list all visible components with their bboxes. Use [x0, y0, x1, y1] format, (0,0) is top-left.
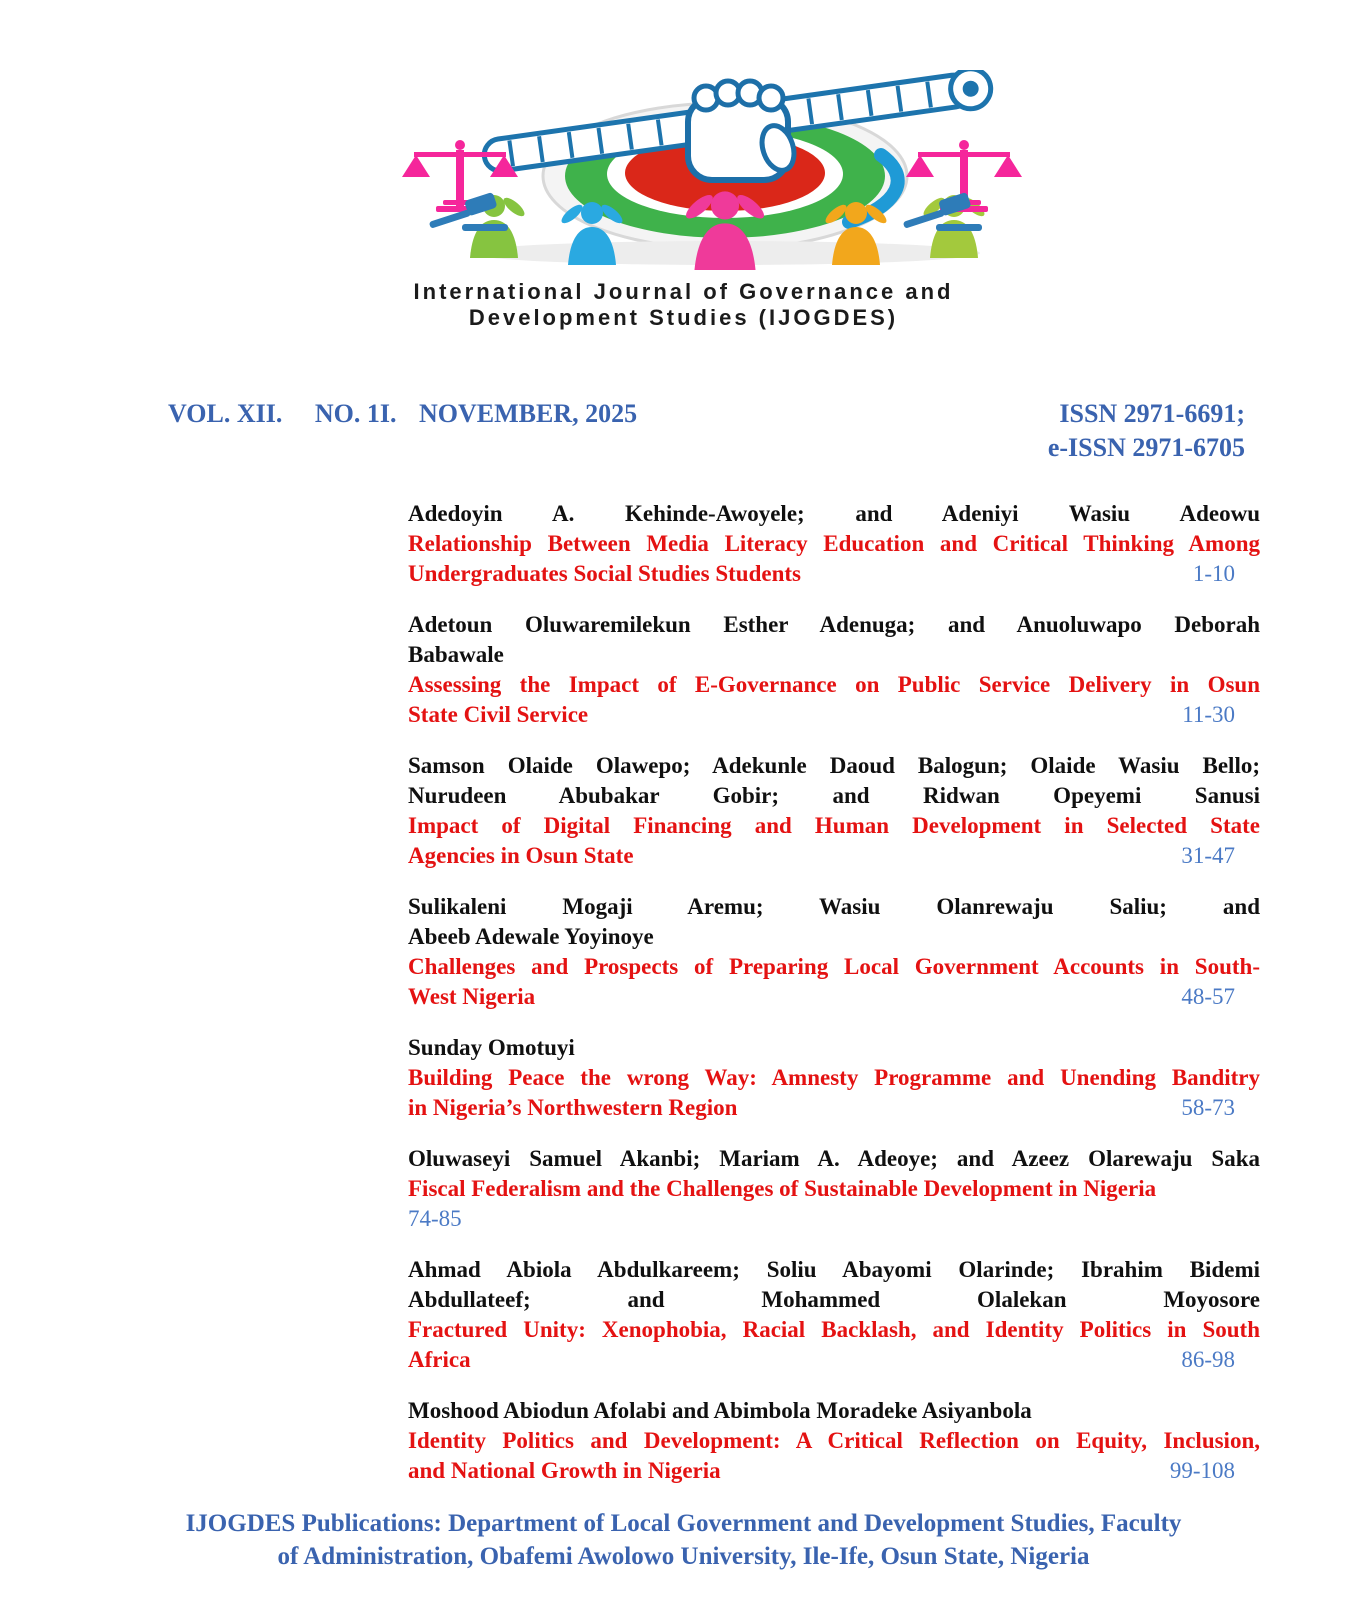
title-line: 48-57 West Nigeria: [408, 982, 1260, 1012]
entry-authors: [408, 1033, 1260, 1063]
issue-date-label: NOVEMBER, 2025: [418, 399, 638, 428]
entry-authors: [408, 892, 1260, 952]
title-line: 11-30 State Civil Service: [408, 700, 1260, 730]
publisher-footer: [0, 1507, 1367, 1573]
author-line: Babawale: [408, 642, 504, 667]
eissn-line: e-ISSN 2971-6705: [1047, 433, 1245, 462]
author-line: Adedoyin A. Kehinde-Awoyele; and Adeniyi Wasiu Adeowu: [408, 501, 1260, 526]
title-line: 86-98 Africa: [408, 1345, 1260, 1375]
journal-name-caption: [334, 279, 1034, 331]
toc-entry: [408, 892, 1260, 1012]
toc-entry: [408, 499, 1260, 589]
title-line: 58-73 in Nigeria’s Northwestern Region: [408, 1093, 1260, 1123]
page-range: 86-98: [1181, 1347, 1235, 1372]
page-range: 1-10: [1192, 561, 1235, 586]
entry-title: [408, 811, 1260, 871]
author-line: Nurudeen Abubakar Gobir; and Ridwan Opeyemi Sanusi: [408, 783, 1260, 808]
issue-header-row: [0, 397, 1367, 465]
author-line: Sunday Omotuyi: [408, 1035, 575, 1060]
title-line: 31-47 Agencies in Osun State: [408, 841, 1260, 871]
title-line: Challenges and Prospects of Preparing Local Government Accounts in South-: [408, 954, 1260, 979]
toc-entry: [408, 751, 1260, 871]
entry-title: [408, 670, 1260, 730]
journal-name-line1: International Journal of Governance and: [413, 279, 954, 304]
title-line: Relationship Between Media Literacy Education and Critical Thinking Among: [408, 531, 1260, 556]
author-line: Oluwaseyi Samuel Akanbi; Mariam A. Adeoye; and Azeez Olarewaju Saka: [408, 1146, 1260, 1171]
fist-icon: [688, 81, 799, 180]
page-range-line: [408, 1204, 1260, 1234]
entry-authors: [408, 1144, 1260, 1174]
entry-title: [408, 1426, 1260, 1486]
entry-authors: [408, 751, 1260, 811]
toc-entry: [408, 1396, 1260, 1486]
volume-label: VOL. XII.: [168, 399, 283, 428]
entry-authors: [408, 610, 1260, 670]
issn-line: ISSN 2971-6691;: [1059, 399, 1245, 428]
journal-logo-graphic: [344, 70, 1024, 270]
toc-list: [408, 499, 1260, 1486]
people-circle-icon: [460, 191, 986, 270]
page-range: 11-30: [1182, 702, 1235, 727]
toc-entry: [408, 1255, 1260, 1375]
author-line: Abeeb Adewale Yoyinoye: [408, 924, 654, 949]
entry-authors: [408, 1396, 1260, 1426]
entry-title: [408, 1063, 1260, 1123]
author-line: Abdullateef; and Mohammed Olalekan Moyosore: [408, 1287, 1260, 1312]
title-line: 1-10 Undergraduates Social Studies Students: [408, 559, 1260, 589]
page-range: 58-73: [1181, 1095, 1235, 1120]
page-range: 48-57: [1181, 984, 1235, 1009]
author-line: Moshood Abiodun Afolabi and Abimbola Moradeke Asiyanbola: [408, 1398, 1032, 1423]
journal-name-line2: Development Studies (IJOGDES): [468, 305, 899, 330]
issue-number-label: NO. 1I.: [314, 399, 397, 428]
publisher-footer-line1: IJOGDES Publications: Department of Local Government and Development Studies, Faculty: [185, 1510, 1182, 1537]
entry-title: [408, 1174, 1260, 1234]
toc-entry: [408, 1144, 1260, 1234]
title-line: Assessing the Impact of E-Governance on Public Service Delivery in Osun: [408, 672, 1260, 697]
title-line: 99-108 and National Growth in Nigeria: [408, 1456, 1260, 1486]
volume-line: [168, 397, 637, 431]
author-line: Samson Olaide Olawepo; Adekunle Daoud Balogun; Olaide Wasiu Bello;: [408, 753, 1260, 778]
issn-block: [1048, 397, 1245, 465]
author-line: Ahmad Abiola Abdulkareem; Soliu Abayomi Olarinde; Ibrahim Bidemi: [408, 1257, 1260, 1282]
title-line: Fiscal Federalism and the Challenges of Sustainable Development in Nigeria: [408, 1176, 1157, 1201]
title-line: Impact of Digital Financing and Human Development in Selected State: [408, 813, 1260, 838]
page-range: 74-85: [408, 1206, 462, 1231]
toc-entry: [408, 610, 1260, 730]
page-range: 31-47: [1181, 843, 1235, 868]
entry-title: [408, 952, 1260, 1012]
entry-authors: [408, 1255, 1260, 1315]
entry-authors: [408, 499, 1260, 529]
title-line: Building Peace the wrong Way: Amnesty Programme and Unending Banditry: [408, 1065, 1260, 1090]
title-line: Identity Politics and Development: A Critical Reflection on Equity, Inclusion,: [408, 1428, 1260, 1453]
toc-entry: [408, 1033, 1260, 1123]
author-line: Adetoun Oluwaremilekun Esther Adenuga; and Anuoluwapo Deborah: [408, 612, 1260, 637]
page-range: 99-108: [1169, 1458, 1235, 1483]
entry-title: [408, 1315, 1260, 1375]
journal-logo: [334, 70, 1034, 331]
entry-title: [408, 529, 1260, 589]
publisher-footer-line2: of Administration, Obafemi Awolowo University, Ile-Ife, Osun State, Nigeria: [277, 1543, 1090, 1570]
author-line: Sulikaleni Mogaji Aremu; Wasiu Olanrewaju Saliu; and: [408, 894, 1260, 919]
title-line: Fractured Unity: Xenophobia, Racial Backlash, and Identity Politics in South: [408, 1317, 1260, 1342]
